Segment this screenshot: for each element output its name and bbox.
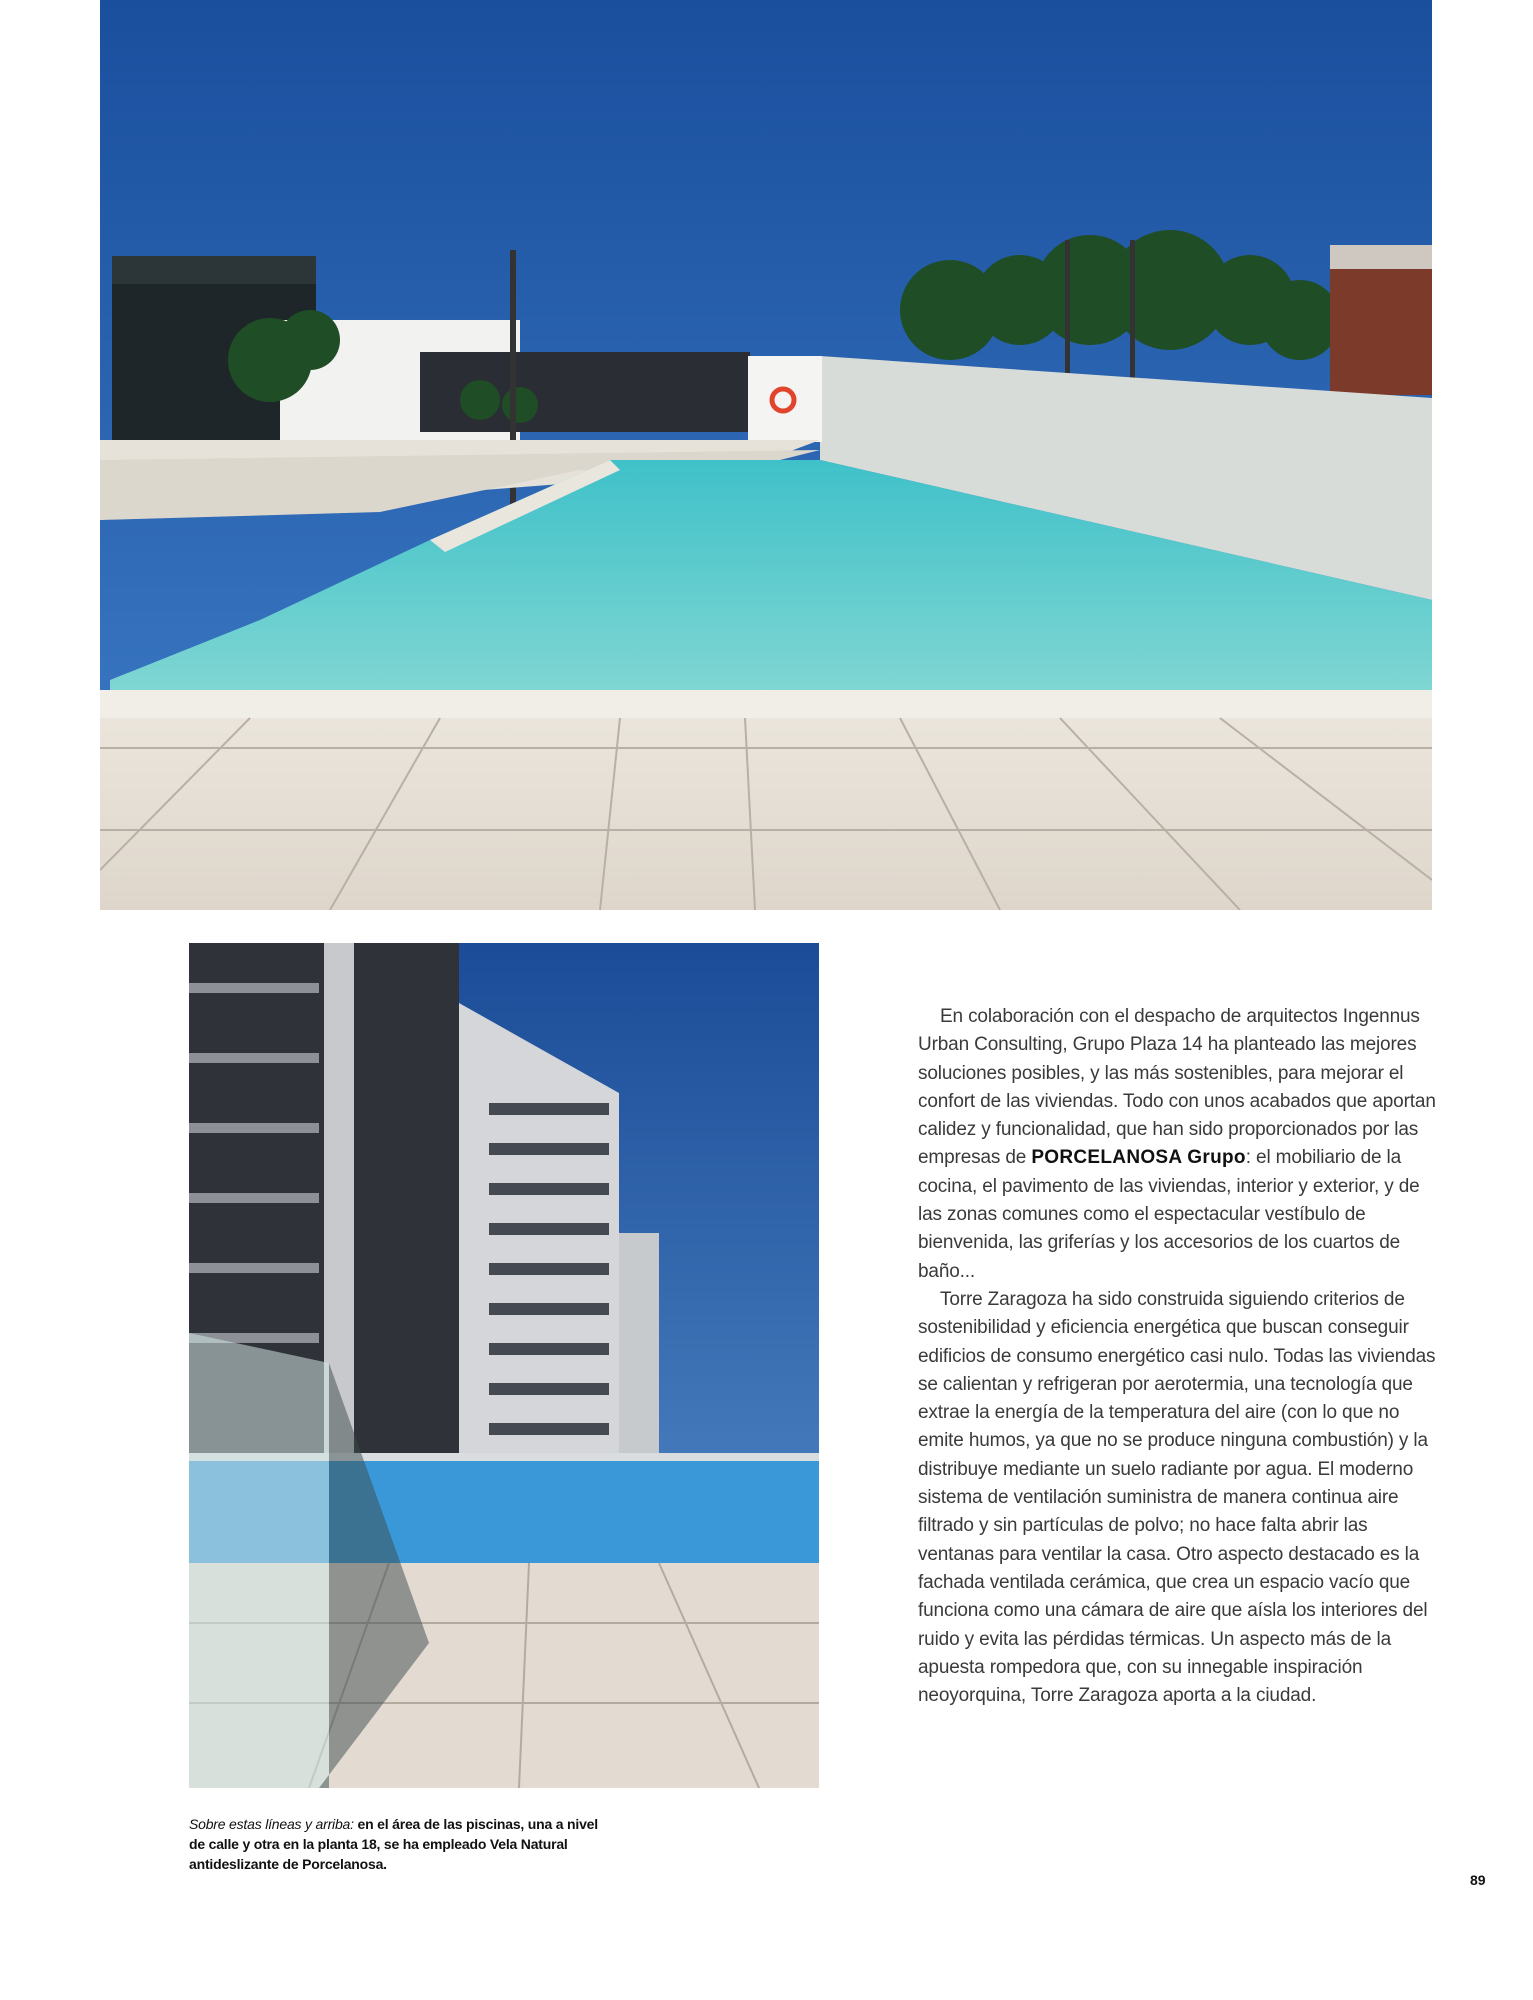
article-paragraph-2: Torre Zaragoza ha sido construida siguiendo criterios de sostenibilidad y eficiencia energética que buscan conseguir edificios de consumo energético casi nulo. Todas las viviendas se calientan y refrigeran por aerotermia, una tecnología que extrae la energía de la temperatura del aire (con lo que no emite humos, ya que no se produce ninguna combustión) y la distribuye mediante un suelo radiante por agua. El moderno sistema de ventilación suministra de manera continua aire filtrado y sin partículas de polvo; no hace falta abrir las ventanas para ventilar la casa. Otro aspecto destacado es la fachada ventilada cerámica, que crea un espacio vacío que funciona como una cámara de aire que aísla los interiores del ruido y evita las pérdidas térmicas. Un aspecto más de la apuesta rompedora que, con su innegable inspiración neoyorquina, Torre Zaragoza aporta a la ciudad.: [918, 1288, 1436, 1707]
caption-lead: Sobre estas líneas y arriba:: [189, 1816, 354, 1832]
pool-photo-icon: [100, 0, 1432, 910]
paragraph-1-end: : el mobiliario de la cocina, el pavimento de las viviendas, interior y exterior, y de las zonas comunes como el espectacular vestíbulo de bienvenida, las griferías y los accesorios de los cuartos de baño...: [918, 1147, 1420, 1282]
article-body: [918, 1003, 1438, 1710]
tower-photo-icon: [189, 943, 819, 1788]
paragraph-1-text: En colaboración con el despacho de arquitectos Ingennus Urban Consulting, Grupo Plaza 14 ha planteado las mejores soluciones posibles, y las más sostenibles, para mejorar el confort de las viviendas. Todo con unos acabados que aportan calidez y funcionalidad, que han sido proporcionados por las empresas de: [918, 1006, 1436, 1169]
tower-photo: [189, 943, 819, 1788]
brand-name: PORCELANOSA Grupo: [1031, 1147, 1246, 1169]
photo-caption: [189, 1814, 599, 1874]
pool-photo: [100, 0, 1432, 910]
article-paragraph-1: [918, 1003, 1438, 1286]
page-number: 89: [1470, 1872, 1486, 1888]
caption-text: en el área de las piscinas, una a nivel de calle y otra en la planta 18, se ha empleado Vela Natural antideslizante de Porcelanosa.: [189, 1816, 598, 1872]
